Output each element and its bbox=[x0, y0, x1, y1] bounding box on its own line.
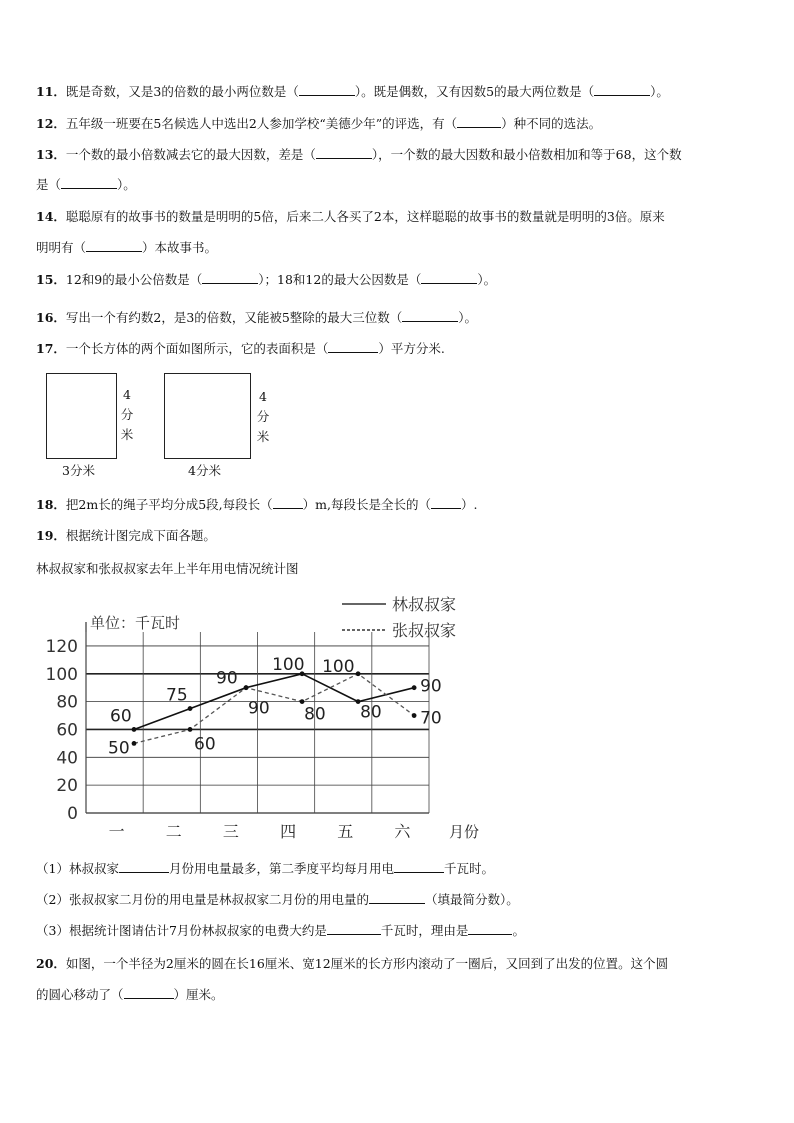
data-label: 90 bbox=[248, 698, 270, 719]
answer-blank[interactable] bbox=[299, 84, 355, 96]
question-12: 12．五年级一班要在5名候选人中选出2人参加学校“美德少年”的评选，有（ ）种不同的选法。 bbox=[36, 116, 602, 131]
face-1-width-label: 3分米 bbox=[62, 463, 95, 478]
x-tick-label: 三 bbox=[222, 822, 239, 841]
data-label: 70 bbox=[420, 708, 442, 729]
data-point bbox=[244, 685, 249, 690]
question-number: 15． bbox=[36, 272, 66, 287]
answer-blank[interactable] bbox=[394, 861, 444, 873]
face-2-width-label: 4分米 bbox=[188, 463, 221, 478]
question-number: 11． bbox=[36, 84, 66, 99]
data-label: 100 bbox=[272, 654, 305, 675]
question-number: 12． bbox=[36, 116, 66, 131]
y-tick-label: 40 bbox=[56, 748, 78, 769]
question-20-line2: 的圆心移动了（ ）厘米。 bbox=[36, 987, 224, 1002]
question-16: 16．写出一个有约数2，是3的倍数，又能被5整除的最大三位数（ ）。 bbox=[36, 310, 478, 325]
answer-blank[interactable] bbox=[421, 272, 477, 284]
data-label: 50 bbox=[108, 738, 130, 759]
question-13-line2: 是（ ）。 bbox=[36, 177, 136, 192]
question-18: 18．把2m长的绳子平均分成5段,每段长（ ）m,每段长是全长的（ ）. bbox=[36, 497, 478, 512]
answer-blank[interactable] bbox=[273, 497, 303, 509]
unit-label: 单位：千瓦时 bbox=[90, 614, 181, 632]
answer-blank[interactable] bbox=[124, 987, 174, 999]
chart-title: 林叔叔家和张叔叔家去年上半年用电情况统计图 bbox=[36, 561, 299, 576]
question-14: 14．聪聪原有的故事书的数量是明明的5倍，后来二人各买了2本，这样聪聪的故事书的数量就是明明的3倍。原来 bbox=[36, 209, 665, 224]
question-number: 20． bbox=[36, 956, 66, 971]
face-rectangle-1 bbox=[46, 373, 117, 459]
x-tick-label: 六 bbox=[394, 822, 411, 841]
question-11: 11．既是奇数，又是3的倍数的最小两位数是（ ）。既是偶数，又有因数5的最大两位数是（ ）。 bbox=[36, 84, 669, 99]
question-20: 20．如图，一个半径为2厘米的圆在长16厘米、宽12厘米的长方形内滚动了一圈后，又回到了出发的位置。这个圆 bbox=[36, 956, 669, 971]
subquestion-2: （2）张叔叔家二月份的用电量是林叔叔家二月份的用电量的 （填最简分数）。 bbox=[36, 892, 519, 907]
answer-blank[interactable] bbox=[202, 272, 258, 284]
answer-blank[interactable] bbox=[119, 861, 169, 873]
data-point bbox=[412, 685, 417, 690]
data-label: 80 bbox=[360, 702, 382, 723]
line-chart bbox=[36, 588, 480, 844]
data-label: 90 bbox=[420, 676, 442, 697]
data-point bbox=[356, 671, 361, 676]
y-tick-label: 120 bbox=[45, 636, 78, 657]
legend-label: 林叔叔家 bbox=[392, 595, 457, 614]
y-tick-label: 60 bbox=[56, 720, 78, 741]
face-1-height-label: 4 分 米 bbox=[120, 387, 134, 442]
legend-label: 张叔叔家 bbox=[392, 621, 457, 640]
question-number: 18． bbox=[36, 497, 66, 512]
subquestion-3: （3）根据统计图请估计7月份林叔叔家的电费大约是 千瓦时，理由是 。 bbox=[36, 923, 525, 938]
answer-blank[interactable] bbox=[327, 923, 381, 935]
data-label: 80 bbox=[304, 704, 326, 725]
y-tick-label: 100 bbox=[45, 664, 78, 685]
data-label: 60 bbox=[110, 706, 132, 727]
data-point bbox=[412, 713, 417, 718]
data-point bbox=[132, 727, 137, 732]
data-point bbox=[300, 699, 305, 704]
answer-blank[interactable] bbox=[431, 497, 461, 509]
data-label: 60 bbox=[194, 734, 216, 755]
x-axis-label: 月份 bbox=[449, 823, 480, 841]
data-label: 90 bbox=[216, 668, 238, 689]
question-14-line2: 明明有（ ）本故事书。 bbox=[36, 240, 218, 255]
answer-blank[interactable] bbox=[594, 84, 650, 96]
answer-blank[interactable] bbox=[328, 341, 378, 353]
data-point bbox=[132, 741, 137, 746]
answer-blank[interactable] bbox=[369, 892, 425, 904]
x-tick-label: 一 bbox=[108, 822, 125, 841]
y-tick-label: 80 bbox=[56, 692, 78, 713]
y-tick-label: 20 bbox=[56, 776, 78, 797]
question-13: 13．一个数的最小倍数减去它的最大因数，差是（ ），一个数的最大因数和最小倍数相加和等于68，这个数 bbox=[36, 147, 682, 162]
question-15: 15．12和9的最小公倍数是（ ）；18和12的最大公因数是（ ）。 bbox=[36, 272, 497, 287]
face-rectangle-2 bbox=[164, 373, 251, 459]
data-point bbox=[188, 727, 193, 732]
x-tick-label: 五 bbox=[337, 822, 354, 841]
answer-blank[interactable] bbox=[468, 923, 512, 935]
answer-blank[interactable] bbox=[316, 147, 372, 159]
question-number: 16． bbox=[36, 310, 66, 325]
data-label: 100 bbox=[322, 656, 355, 677]
face-2-height-label: 4 分 米 bbox=[256, 389, 270, 444]
question-17: 17．一个长方体的两个面如图所示，它的表面积是（ ）平方分米. bbox=[36, 341, 445, 356]
question-19: 19．根据统计图完成下面各题。 bbox=[36, 528, 216, 543]
answer-blank[interactable] bbox=[402, 310, 458, 322]
subquestion-1: （1）林叔叔家 月份用电量最多，第二季度平均每月用电 千瓦时。 bbox=[36, 861, 494, 876]
data-point bbox=[188, 706, 193, 711]
answer-blank[interactable] bbox=[86, 240, 142, 252]
answer-blank[interactable] bbox=[61, 177, 117, 189]
question-number: 14． bbox=[36, 209, 66, 224]
answer-blank[interactable] bbox=[457, 116, 501, 128]
question-number: 13． bbox=[36, 147, 66, 162]
data-label: 75 bbox=[166, 685, 188, 706]
x-tick-label: 二 bbox=[165, 822, 182, 841]
question-number: 19． bbox=[36, 528, 66, 543]
question-number: 17． bbox=[36, 341, 66, 356]
y-tick-label: 0 bbox=[67, 804, 78, 824]
x-tick-label: 四 bbox=[280, 822, 297, 841]
